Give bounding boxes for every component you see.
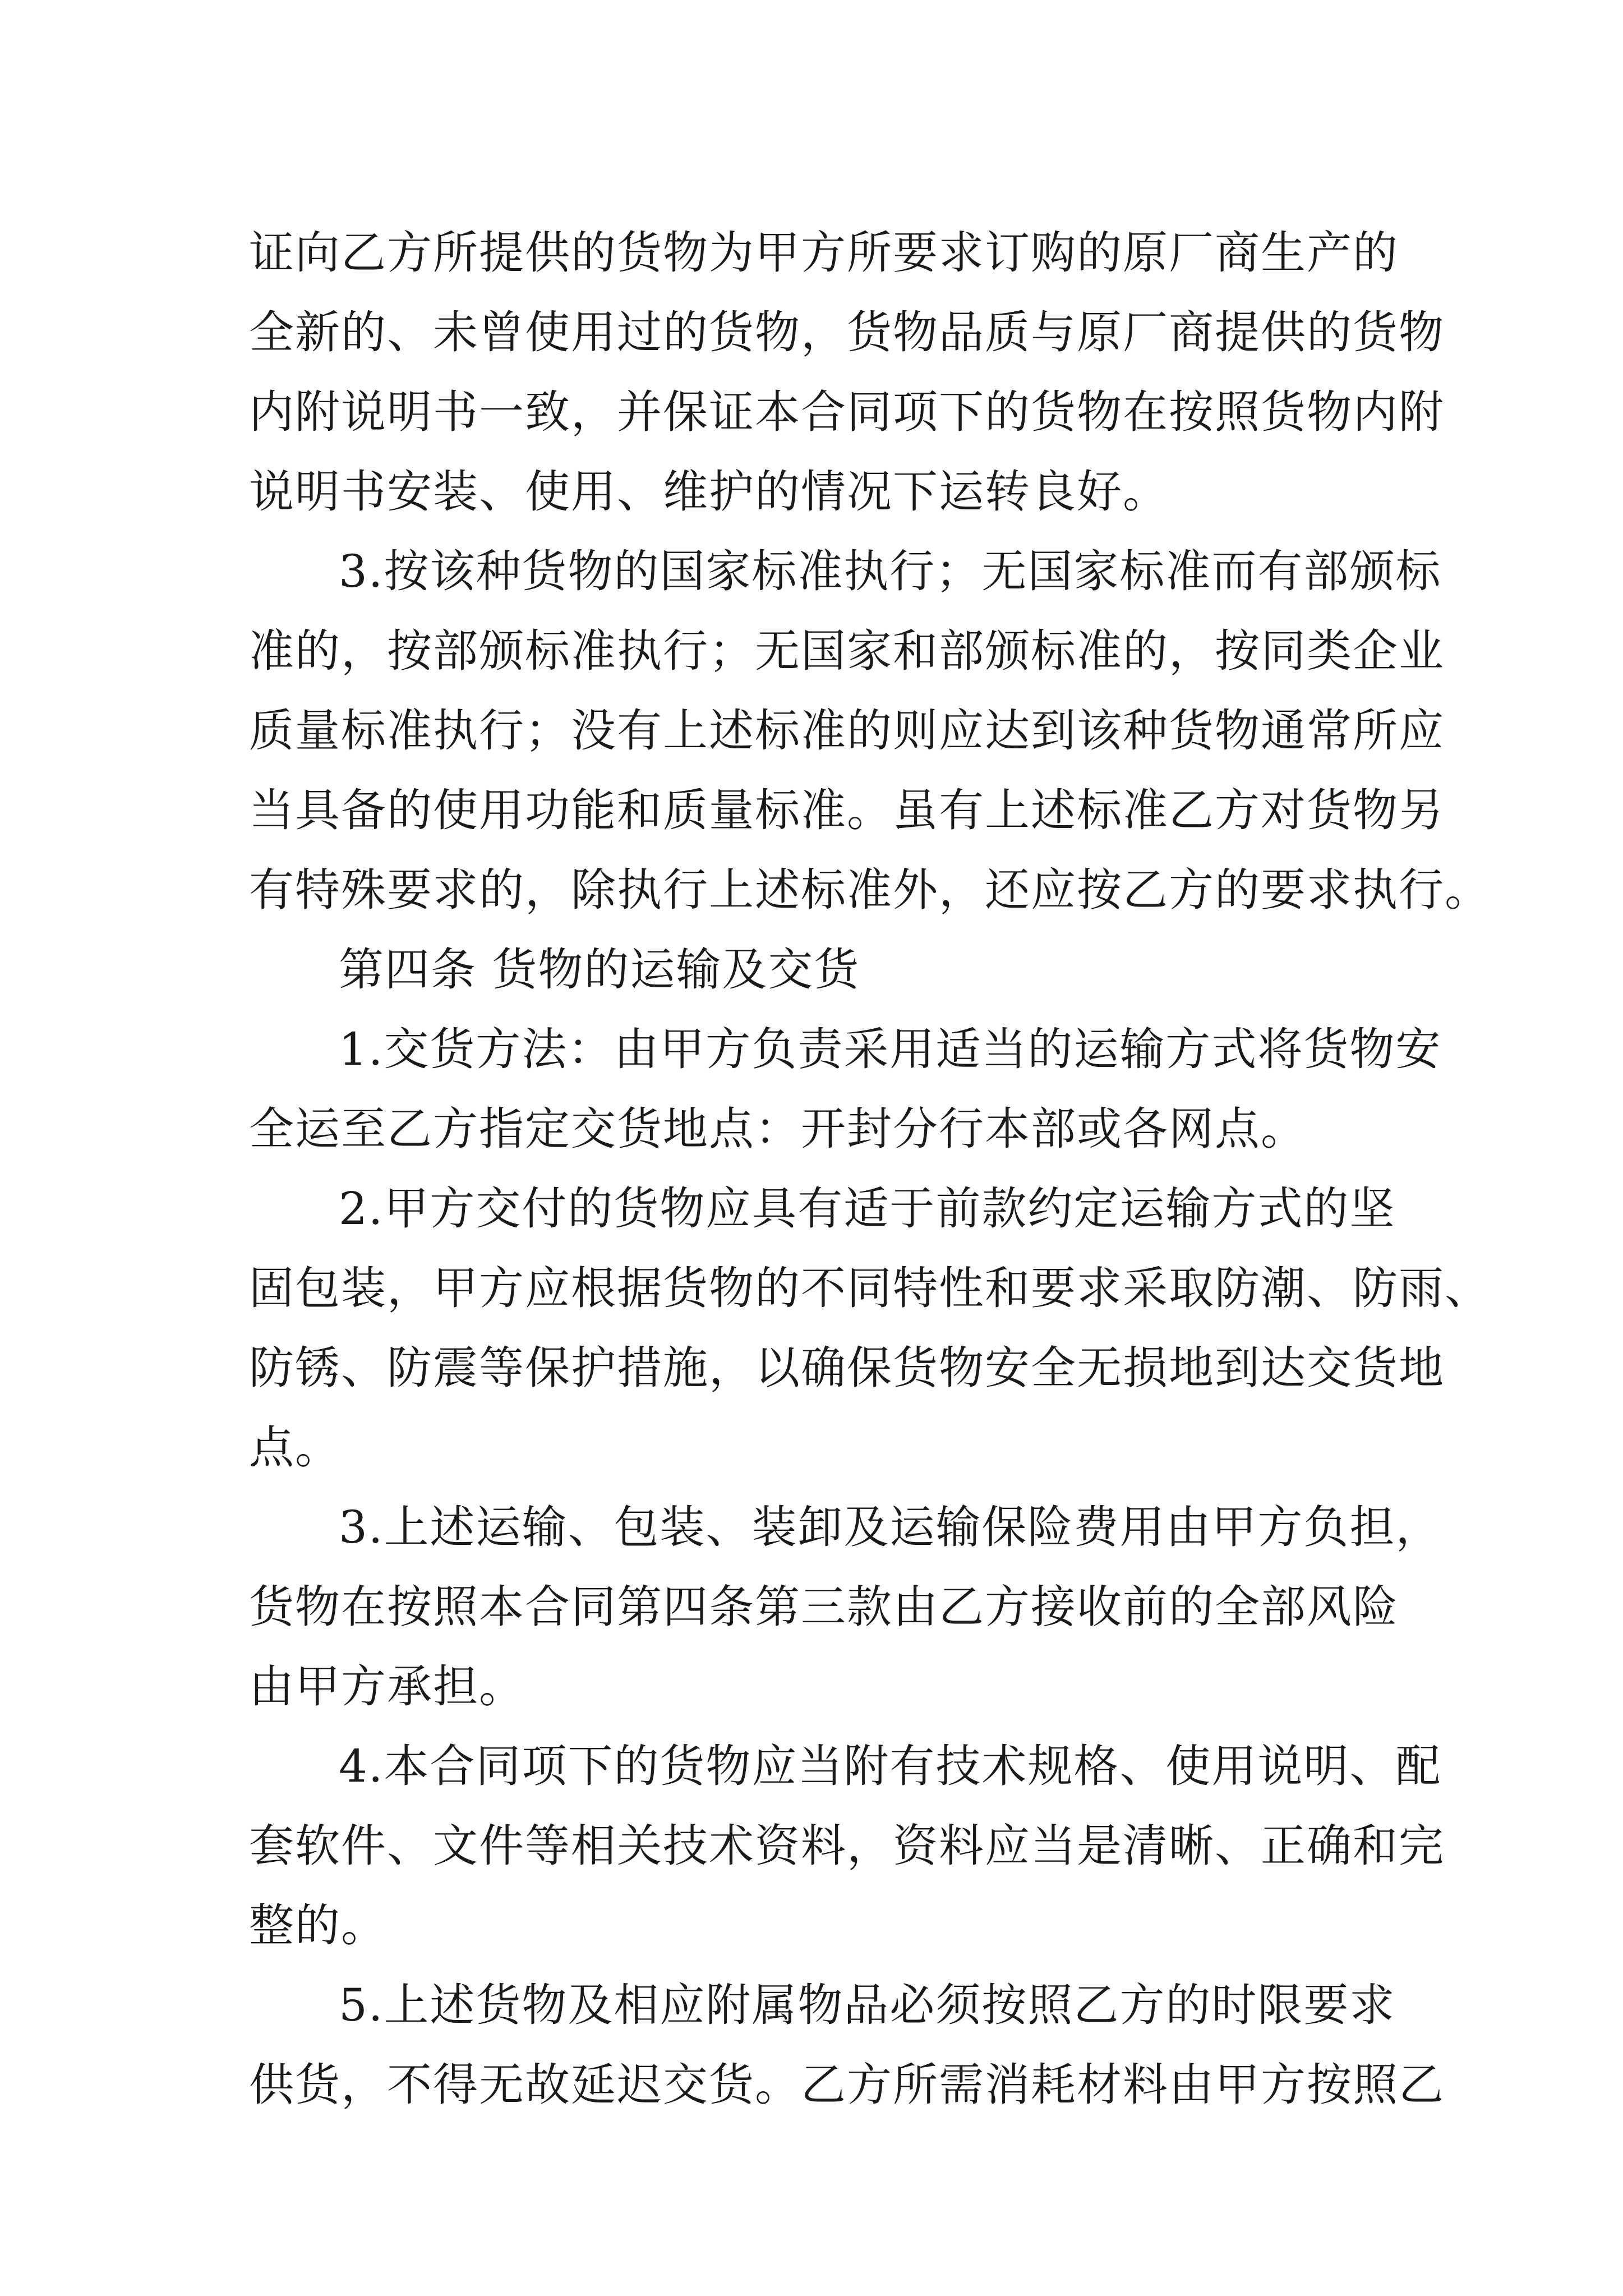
text-line: 3.按该种货物的国家标准执行；无国家标准而有部颁标	[339, 545, 1442, 597]
text-line: 有特殊要求的，除执行上述标准外，还应按乙方的要求执行。	[249, 864, 1491, 916]
text-line: 货物在按照本合同第四条第三款由乙方接收前的全部风险	[249, 1581, 1399, 1633]
text-line: 点。	[249, 1421, 341, 1474]
text-line: 第四条 货物的运输及交货	[339, 944, 860, 996]
text-line: 由甲方承担。	[249, 1660, 525, 1713]
text-line: 防锈、防震等保护措施，以确保货物安全无损地到达交货地	[249, 1342, 1445, 1394]
text-line: 证向乙方所提供的货物为甲方所要求订购的原厂商生产的	[249, 227, 1399, 279]
text-line: 套软件、文件等相关技术资料，资料应当是清晰、正确和完	[249, 1820, 1445, 1872]
text-line: 5.上述货物及相应附属物品必须按照乙方的时限要求	[339, 1979, 1396, 2031]
text-line: 全运至乙方指定交货地点：开封分行本部或各网点。	[249, 1103, 1307, 1155]
text-line: 供货，不得无故延迟交货。乙方所需消耗材料由甲方按照乙	[249, 2059, 1445, 2111]
text-line: 全新的、未曾使用过的货物，货物品质与原厂商提供的货物	[249, 306, 1445, 358]
text-line: 3.上述运输、包装、装卸及运输保险费用由甲方负担，	[339, 1501, 1442, 1553]
text-line: 质量标准执行；没有上述标准的则应达到该种货物通常所应	[249, 705, 1445, 757]
text-line: 当具备的使用功能和质量标准。虽有上述标准乙方对货物另	[249, 784, 1445, 836]
text-line: 固包装，甲方应根据货物的不同特性和要求采取防潮、防雨、	[249, 1262, 1491, 1314]
text-line: 准的，按部颁标准执行；无国家和部颁标准的，按同类企业	[249, 625, 1445, 677]
text-line: 4.本合同项下的货物应当附有技术规格、使用说明、配	[339, 1740, 1442, 1792]
text-line: 2.甲方交付的货物应具有适于前款约定运输方式的坚	[339, 1182, 1396, 1235]
text-line: 1.交货方法：由甲方负责采用适当的运输方式将货物安	[339, 1023, 1442, 1075]
text-line: 内附说明书一致，并保证本合同项下的货物在按照货物内附	[249, 386, 1445, 438]
text-line: 整的。	[249, 1899, 387, 1952]
text-line: 说明书安装、使用、维护的情况下运转良好。	[249, 466, 1169, 518]
document-body	[249, 213, 1491, 2125]
